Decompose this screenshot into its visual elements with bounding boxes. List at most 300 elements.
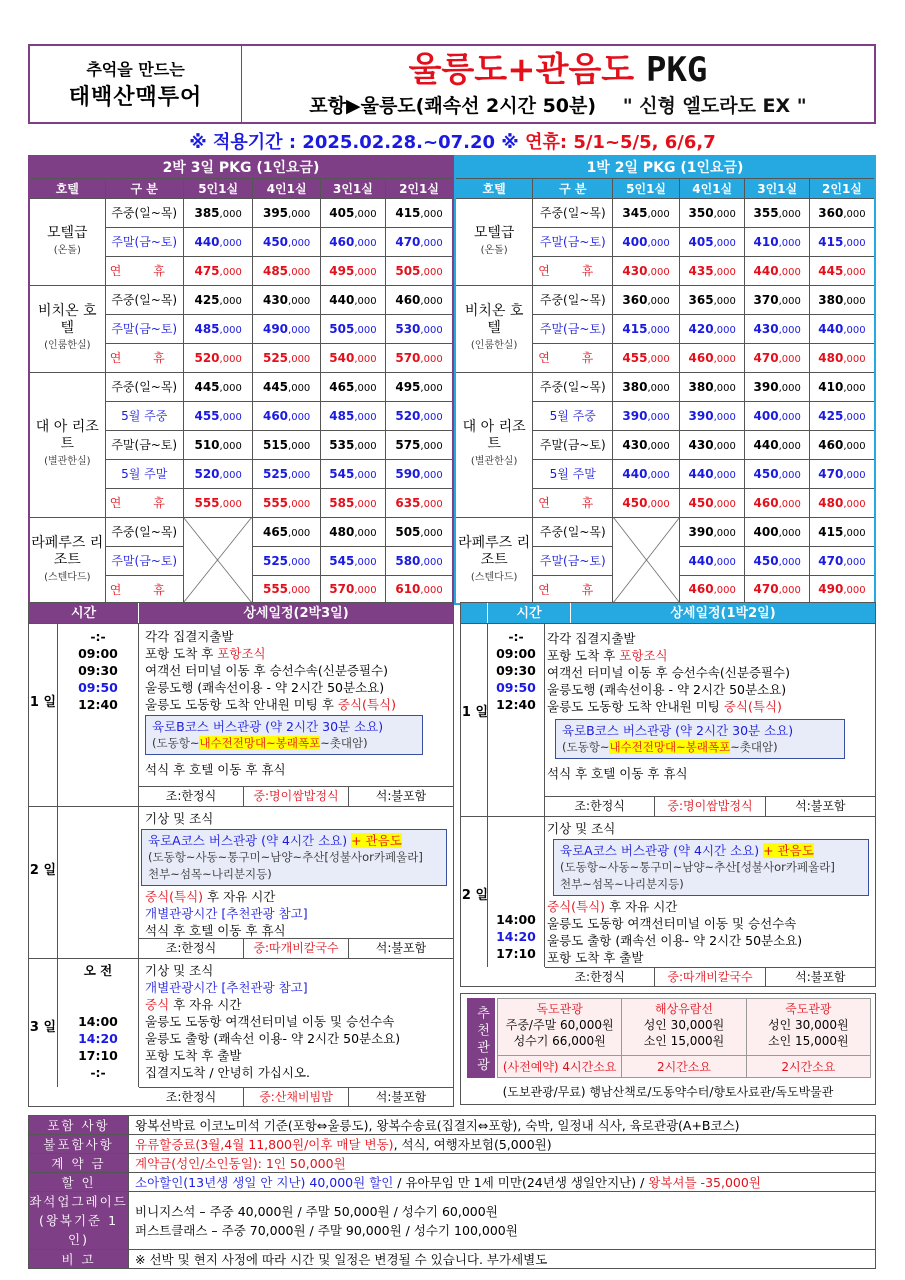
text-highlight: 중식(특식) xyxy=(145,889,204,904)
logo-company-name: 태백산맥투어 xyxy=(68,85,203,110)
price-suffix: ,000 xyxy=(778,295,801,307)
price-suffix: ,000 xyxy=(647,208,670,220)
price-cell xyxy=(679,401,745,430)
time: -:- xyxy=(508,629,524,644)
title-box xyxy=(242,46,874,122)
price-value: 415 xyxy=(622,321,648,336)
meal-breakfast: 조:한정식 xyxy=(139,939,244,958)
tour-route xyxy=(562,739,838,756)
time: 12:40 xyxy=(78,697,118,712)
price-row-label: 5월 주중 xyxy=(533,401,613,430)
price-cell xyxy=(613,285,680,314)
time: 09:50 xyxy=(78,680,118,695)
info-row-exclude xyxy=(29,1135,876,1154)
price-cell xyxy=(745,488,809,517)
price-suffix: ,000 xyxy=(420,353,443,365)
price-cell xyxy=(809,198,875,227)
price-suffix: ,000 xyxy=(843,353,866,365)
price-cell xyxy=(386,372,453,401)
price-value: 470 xyxy=(818,553,844,568)
price-suffix: ,000 xyxy=(354,266,377,278)
subtitle-route: 포항▶울릉도(쾌속선 2시간 50분) xyxy=(309,94,597,117)
hotel-name-cell xyxy=(455,517,533,604)
price-cell xyxy=(253,575,320,604)
price-suffix: ,000 xyxy=(354,237,377,249)
price-suffix: ,000 xyxy=(713,469,736,481)
tour-title xyxy=(560,842,862,859)
price-cell xyxy=(679,343,745,372)
price-column-header: 4인1실 xyxy=(253,178,320,198)
price-value: 505 xyxy=(395,524,421,539)
price-value: 525 xyxy=(262,466,289,481)
price-suffix: ,000 xyxy=(713,585,736,597)
price-row-label: 주중(일~목) xyxy=(533,372,613,401)
schedule-header xyxy=(461,603,875,623)
hotel-name-cell xyxy=(455,372,533,517)
tour-title: 육로B코스 버스관광 (약 2시간 30분 소요) xyxy=(152,719,384,734)
hotel-name-cell xyxy=(29,285,105,372)
price-value: 415 xyxy=(818,234,844,249)
price-suffix: ,000 xyxy=(843,585,866,597)
price-column-header: 구 분 xyxy=(533,178,613,198)
meal-breakfast: 조:한정식 xyxy=(545,968,655,987)
price-value: 495 xyxy=(395,379,421,394)
price-table-1n2d xyxy=(454,155,876,605)
price-column-header: 2인1실 xyxy=(809,178,875,198)
price-cell xyxy=(253,372,320,401)
price-suffix: ,000 xyxy=(713,237,736,249)
price-value: 555 xyxy=(194,495,220,510)
price-suffix: ,000 xyxy=(778,266,801,278)
price-suffix: ,000 xyxy=(288,556,311,568)
company-logo xyxy=(30,46,242,122)
price-value: 490 xyxy=(262,321,289,336)
tour-box xyxy=(141,829,447,886)
schedule-2n3d xyxy=(28,602,454,1107)
price-suffix: ,000 xyxy=(288,440,311,452)
price-column-header: 5인1실 xyxy=(183,178,253,198)
price-suffix: ,000 xyxy=(219,382,242,394)
hotel-name-cell xyxy=(455,198,533,285)
price-row-label: 주말(금~토) xyxy=(105,430,183,459)
price-value: 345 xyxy=(622,205,648,220)
price-suffix: ,000 xyxy=(219,208,242,220)
price-value: 410 xyxy=(818,379,844,394)
info-row-upgrade xyxy=(29,1192,876,1250)
text-highlight: 내수전전망대~봉래폭포 xyxy=(609,740,731,754)
meal-lunch: 중:산채비빔밥 xyxy=(244,1088,349,1107)
title-pkg: PKG xyxy=(645,49,708,90)
price-cell xyxy=(679,546,745,575)
price-suffix: ,000 xyxy=(778,237,801,249)
info-key: 계 약 금 xyxy=(29,1154,129,1173)
info-row-deposit xyxy=(29,1154,876,1173)
price-column-header: 3인1실 xyxy=(745,178,809,198)
price-cell xyxy=(679,314,745,343)
hotel-room-type: (별관한실) xyxy=(44,456,91,467)
price-cell xyxy=(253,198,320,227)
time: 09:30 xyxy=(78,663,118,678)
price-value: 380 xyxy=(622,379,648,394)
price-cell xyxy=(809,517,875,546)
sched-line: 기상 및 조식 xyxy=(145,963,214,978)
price-cell xyxy=(613,343,680,372)
price-cell xyxy=(679,227,745,256)
price-suffix: ,000 xyxy=(843,382,866,394)
price-cell xyxy=(320,517,385,546)
price-value: 510 xyxy=(194,437,220,452)
price-cell xyxy=(809,430,875,459)
price-value: 520 xyxy=(194,350,220,365)
price-suffix: ,000 xyxy=(219,295,242,307)
price-cell xyxy=(386,430,453,459)
price-value: 460 xyxy=(688,582,714,597)
price-value: 430 xyxy=(753,321,779,336)
price-value: 530 xyxy=(395,321,421,336)
hotel-name-cell xyxy=(29,517,105,604)
price-suffix: ,000 xyxy=(420,585,443,597)
sched-line: 기상 및 조식 xyxy=(547,821,616,836)
price-value: 415 xyxy=(395,205,421,220)
meals xyxy=(545,796,875,816)
info-row-include xyxy=(29,1116,876,1135)
price-cell xyxy=(183,459,253,488)
price-value: 450 xyxy=(753,466,779,481)
text: 후 자유 시간 xyxy=(169,997,242,1012)
price-cell xyxy=(183,285,253,314)
price-cell xyxy=(320,546,385,575)
price-suffix: ,000 xyxy=(778,585,801,597)
tour-box xyxy=(145,715,423,755)
price-value: 390 xyxy=(622,408,648,423)
text-highlight: 왕복셔틀 -35,000원 xyxy=(648,1175,761,1190)
price-header-row xyxy=(455,178,875,198)
text-highlight: 유류할증료(3월,4월 11,800원/이후 매달 변동) xyxy=(135,1137,394,1152)
recommend-title: 독도관광 xyxy=(536,1002,583,1016)
price-row-label: 연 휴 xyxy=(105,488,183,517)
day-2 xyxy=(29,806,453,958)
price-cell xyxy=(745,575,809,604)
price-cell xyxy=(320,343,385,372)
meal-lunch: 중:따개비칼국수 xyxy=(655,968,765,987)
price-value: 470 xyxy=(818,466,844,481)
sched-line: 개별관광시간 [추천관광 참고] xyxy=(145,980,308,995)
info-value: 왕복선박료 이코노미석 기준(포항⇔울릉도), 왕복수송료(집결지⇔포항), 숙박, 일정내 식사, 육로관광(A+B코스) xyxy=(129,1116,876,1135)
application-period xyxy=(0,128,905,154)
price-value: 445 xyxy=(194,379,220,394)
price-value: 475 xyxy=(194,263,220,278)
price-value: 380 xyxy=(818,292,844,307)
sched-line: 기상 및 조식 xyxy=(145,811,214,826)
price-value: 440 xyxy=(753,437,779,452)
price-row-label: 5월 주중 xyxy=(105,401,183,430)
price-cell xyxy=(613,430,680,459)
price-value: 505 xyxy=(395,263,421,278)
text-highlight: 소아할인(13년생 생일 안 지난) 40,000원 할인 xyxy=(135,1175,394,1190)
price-row xyxy=(455,372,875,401)
recommend-title: 해상유람선 xyxy=(655,1002,713,1016)
price-cell xyxy=(809,575,875,604)
price-suffix: ,000 xyxy=(219,266,242,278)
price-value: 460 xyxy=(818,437,844,452)
price-suffix: ,000 xyxy=(420,527,443,539)
price-cell xyxy=(386,459,453,488)
price-cell xyxy=(320,430,385,459)
price-cell xyxy=(253,546,320,575)
sched-line: 울릉도 출항 (쾌속선 이용- 약 2시간 50분소요) xyxy=(145,1031,401,1046)
recommend-duration: 2시간소요 xyxy=(747,1055,870,1077)
recommend-label: 추 천 관 광 xyxy=(467,998,495,1078)
price-row-label: 주중(일~목) xyxy=(105,285,183,314)
tour-box xyxy=(555,719,845,759)
text: , 석식, 여행자보험(5,000원) xyxy=(393,1137,552,1152)
price-row-label: 연 휴 xyxy=(105,256,183,285)
price-value: 535 xyxy=(329,437,355,452)
price-suffix: ,000 xyxy=(288,324,311,336)
price-suffix: ,000 xyxy=(647,295,670,307)
price-title-row xyxy=(29,156,453,178)
price-value: 570 xyxy=(395,350,421,365)
price-cell xyxy=(253,256,320,285)
price-suffix: ,000 xyxy=(843,324,866,336)
price-row-label: 주중(일~목) xyxy=(105,198,183,227)
sched-line xyxy=(547,898,869,915)
price-suffix: ,000 xyxy=(354,208,377,220)
price-cell xyxy=(320,256,385,285)
price-value: 365 xyxy=(688,292,714,307)
price-cell xyxy=(679,517,745,546)
price-cell xyxy=(745,459,809,488)
price-suffix: ,000 xyxy=(647,237,670,249)
hotel-room-type: (온돌) xyxy=(53,244,81,256)
sched-line: 울릉도 출항 (쾌속선 이용- 약 2시간 50분소요) xyxy=(547,933,803,948)
price-suffix: ,000 xyxy=(713,556,736,568)
header-time: 시간 xyxy=(29,603,139,623)
price-cell xyxy=(386,546,453,575)
price-value: 440 xyxy=(688,553,714,568)
sched-line: 집결지도착 / 안녕히 가십시오. xyxy=(145,1065,311,1080)
price-cell xyxy=(809,227,875,256)
price-suffix: ,000 xyxy=(843,208,866,220)
info-value: ※ 선박 및 현지 사정에 따라 시간 및 일정은 변경될 수 있습니다. 부가세별도 xyxy=(129,1250,876,1269)
price-value: 460 xyxy=(395,292,421,307)
day-times xyxy=(487,624,545,816)
price-value: 450 xyxy=(688,495,714,510)
price-title-row xyxy=(455,156,875,178)
time: 14:20 xyxy=(78,1031,118,1046)
price-value: 360 xyxy=(818,205,844,220)
day-number: 3 일 xyxy=(29,1020,57,1035)
price-suffix: ,000 xyxy=(219,440,242,452)
day-number: 2 일 xyxy=(461,888,489,903)
text: 좌석업그레이드 xyxy=(29,1194,128,1209)
recommend-price: 소인 15,000원 xyxy=(643,1034,725,1048)
price-suffix: ,000 xyxy=(713,527,736,539)
price-value: 460 xyxy=(262,408,289,423)
recommend-column xyxy=(622,999,746,1077)
time: 17:10 xyxy=(496,946,536,961)
price-suffix: ,000 xyxy=(420,237,443,249)
price-row-label: 주중(일~목) xyxy=(533,198,613,227)
price-cell xyxy=(613,459,680,488)
info-value xyxy=(129,1192,876,1250)
recommended-tours xyxy=(460,993,876,1105)
price-value: 455 xyxy=(194,408,220,423)
header-detail: 상세일정(1박2일) xyxy=(670,605,776,621)
price-value: 380 xyxy=(688,379,714,394)
price-column-header: 호텔 xyxy=(29,178,105,198)
day-number: 2 일 xyxy=(29,863,57,878)
price-value: 355 xyxy=(753,205,779,220)
price-cell xyxy=(679,488,745,517)
info-key: 할 인 xyxy=(29,1173,129,1192)
day-2 xyxy=(461,816,875,987)
hotel-room-type: (인룸한실) xyxy=(44,340,91,351)
price-column-header: 4인1실 xyxy=(679,178,745,198)
price-value: 485 xyxy=(262,263,289,278)
text: 퍼스트클래스 – 주중 70,000원 / 주말 90,000원 / 성수기 100,000원 xyxy=(135,1222,518,1238)
price-suffix: ,000 xyxy=(354,469,377,481)
price-suffix: ,000 xyxy=(778,469,801,481)
price-suffix: ,000 xyxy=(713,266,736,278)
price-suffix: ,000 xyxy=(219,469,242,481)
price-value: 525 xyxy=(262,553,289,568)
text: ~촛대암) xyxy=(730,740,778,754)
price-value: 430 xyxy=(262,292,289,307)
price-value: 545 xyxy=(329,553,355,568)
price-value: 350 xyxy=(688,205,714,220)
price-cell xyxy=(613,488,680,517)
price-suffix: ,000 xyxy=(219,353,242,365)
price-row xyxy=(29,285,453,314)
price-value: 390 xyxy=(753,379,779,394)
time: 오 전 xyxy=(83,963,113,978)
price-suffix: ,000 xyxy=(219,498,242,510)
price-suffix: ,000 xyxy=(354,324,377,336)
price-cell xyxy=(679,430,745,459)
price-column-header: 2인1실 xyxy=(386,178,453,198)
price-suffix: ,000 xyxy=(288,295,311,307)
price-suffix: ,000 xyxy=(713,411,736,423)
price-value: 425 xyxy=(818,408,844,423)
time: 09:00 xyxy=(496,646,536,661)
time: 17:10 xyxy=(78,1048,118,1063)
price-value: 470 xyxy=(753,582,779,597)
price-suffix: ,000 xyxy=(778,353,801,365)
header xyxy=(28,44,876,124)
info-key: 불포함사항 xyxy=(29,1135,129,1154)
price-value: 480 xyxy=(818,495,844,510)
meal-dinner: 석:불포함 xyxy=(375,941,427,955)
meal-lunch: 중:명이쌈밥정식 xyxy=(244,787,349,806)
recommend-price: 성인 30,000원 xyxy=(643,1018,725,1032)
price-cell xyxy=(613,372,680,401)
price-value: 540 xyxy=(329,350,355,365)
price-cell xyxy=(320,488,385,517)
price-value: 460 xyxy=(329,234,355,249)
price-suffix: ,000 xyxy=(778,440,801,452)
price-value: 390 xyxy=(688,524,714,539)
price-cell xyxy=(745,401,809,430)
text: 포항 도착 후 xyxy=(547,648,620,663)
price-suffix: ,000 xyxy=(713,498,736,510)
price-value: 555 xyxy=(262,495,289,510)
price-cell xyxy=(320,198,385,227)
price-suffix: ,000 xyxy=(778,208,801,220)
price-value: 425 xyxy=(194,292,220,307)
info-key: 포함 사항 xyxy=(29,1116,129,1135)
text: (도동항~ xyxy=(562,740,610,754)
price-table-title: 2박 3일 PKG (1인요금) xyxy=(29,156,453,178)
hotel-room-type: (인룸한실) xyxy=(470,340,518,351)
price-row xyxy=(29,198,453,227)
price-value: 395 xyxy=(262,205,289,220)
recommend-price: 주중/주말 60,000원 xyxy=(505,1018,614,1032)
price-suffix: ,000 xyxy=(713,324,736,336)
price-cell xyxy=(253,488,320,517)
sched-line: 석식 후 호텔 이동 후 휴식 xyxy=(145,923,286,938)
text-highlight: 중식 xyxy=(145,997,170,1012)
recommend-column xyxy=(747,999,870,1077)
price-suffix: ,000 xyxy=(420,208,443,220)
tour-route: 천부~섬목~나리분지등) xyxy=(560,877,684,891)
price-cell xyxy=(745,285,809,314)
sched-line xyxy=(547,647,869,664)
price-suffix: ,000 xyxy=(843,527,866,539)
price-cell xyxy=(253,227,320,256)
price-row-label: 주말(금~토) xyxy=(105,227,183,256)
day-content xyxy=(145,628,447,778)
hotel-name: 비치온 호 텔 xyxy=(464,303,524,336)
price-value: 490 xyxy=(818,582,844,597)
price-suffix: ,000 xyxy=(778,411,801,423)
sched-line: 포항 도착 후 출발 xyxy=(547,950,644,965)
price-row-label: 연 휴 xyxy=(533,343,613,372)
price-value: 440 xyxy=(688,466,714,481)
price-value: 440 xyxy=(194,234,220,249)
price-cell xyxy=(183,343,253,372)
price-suffix: ,000 xyxy=(420,411,443,423)
price-value: 445 xyxy=(818,263,844,278)
meal-breakfast: 조:한정식 xyxy=(139,1088,244,1107)
price-suffix: ,000 xyxy=(354,585,377,597)
price-row-label: 주중(일~목) xyxy=(105,372,183,401)
schedule-header xyxy=(29,603,453,623)
price-suffix: ,000 xyxy=(354,527,377,539)
price-cell xyxy=(679,575,745,604)
day-content xyxy=(547,630,869,782)
time: 09:30 xyxy=(496,663,536,678)
price-suffix: ,000 xyxy=(288,382,311,394)
price-value: 450 xyxy=(262,234,289,249)
sched-line: 울릉도 도동항 여객선터미널 이동 및 승선수속 xyxy=(547,916,797,931)
price-cell xyxy=(386,256,453,285)
text: 육로A코스 버스관광 (약 4시간 소요) xyxy=(148,833,352,848)
text: ~촛대암) xyxy=(320,736,368,750)
tour-route xyxy=(152,735,416,752)
price-value: 400 xyxy=(622,234,648,249)
price-suffix: ,000 xyxy=(843,237,866,249)
meals xyxy=(139,1087,453,1107)
sched-line: 울릉도행 (쾌속선이용 - 약 2시간 50분소요) xyxy=(145,680,385,695)
price-cell xyxy=(809,459,875,488)
price-row-label: 연 휴 xyxy=(533,256,613,285)
price-suffix: ,000 xyxy=(778,382,801,394)
price-suffix: ,000 xyxy=(778,498,801,510)
text-highlight: 포항조식 xyxy=(217,646,266,661)
price-cell xyxy=(320,459,385,488)
price-suffix: ,000 xyxy=(843,469,866,481)
